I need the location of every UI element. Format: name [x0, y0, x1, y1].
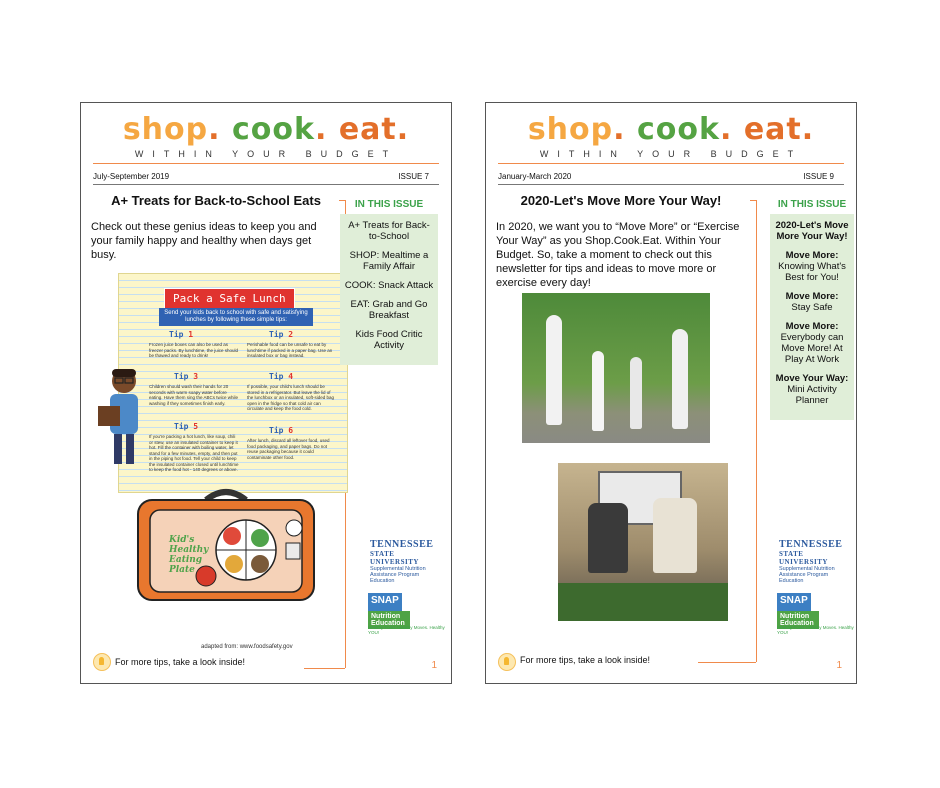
issue-divider [498, 184, 844, 185]
family-walking-photo [522, 293, 710, 443]
poster-title: Pack a Safe Lunch [164, 288, 295, 309]
lightbulb-icon [93, 653, 111, 671]
tip-1-text: Frozen juice boxes can also be used as freezer packs. By lunchtime, the juice should be thawed and ready to drink! [149, 342, 239, 358]
in-this-issue-sidebar [770, 199, 854, 420]
sidebar-item: Move More: Everybody can Move More! At Play At Work [780, 321, 844, 365]
tip-6-label: Tip 6 [269, 426, 294, 435]
page-number: 1 [836, 660, 842, 671]
newsletter-page-issue-7 [80, 102, 452, 684]
snap-tagline: Healthy Food. Healthy Moves. Healthy YOU! [368, 625, 445, 635]
tsu-logo: TENNESSEE STATE UNIVERSITY Supplemental Nutrition Assistance Program Education [779, 539, 843, 584]
brand-tagline: WITHIN YOUR BUDGET [539, 149, 803, 159]
source-note: adapted from: www.foodsafety.gov [201, 644, 293, 650]
sidebar-item: Move Your Way: Mini Activity Planner [775, 373, 849, 406]
connector-line [698, 662, 756, 663]
pack-safe-lunch-poster [118, 273, 348, 493]
poster-subtitle: Send your kids back to school with safe and satisfying lunches by following these simple tips: [159, 308, 313, 326]
tip-1-label: Tip 1 [169, 330, 194, 339]
brand-logo: shop. cook. eat. [527, 112, 815, 147]
tip-6-text: After lunch, discard all leftover food, used food packaging, and paper bags. Do not reuse packaging because it could contaminate other food. [247, 438, 330, 460]
sidebar-item: SHOP: Mealtime a Family Affair [349, 250, 429, 272]
sidebar-item: Kids Food Critic Activity [355, 329, 423, 351]
snap-logo: SNAPNutrition Education [777, 593, 851, 611]
sidebar-item: COOK: Snack Attack [344, 280, 434, 291]
sidebar-item: Move More: Stay Safe [785, 291, 839, 313]
snap-tagline: Healthy Food. Healthy Moves. Healthy YOU! [777, 625, 854, 635]
tip-4-text: If possible, your child's lunch should be stored in a refrigerator. But leave the lid of the lunchbox or an insulated, soft-sided bag open in the fridge so that cold air can circulate and keep the food cold. [247, 384, 335, 411]
seniors-exercising-photo [558, 463, 728, 621]
newsletter-page-issue-9 [485, 102, 857, 684]
intro-text: Check out these genius ideas to keep you and your family happy and healthy when days get busy. [91, 221, 317, 261]
brand-tagline: WITHIN YOUR BUDGET [134, 149, 398, 159]
sidebar-box [340, 214, 438, 365]
tip-2-text: Perishable food can be unsafe to eat by lunchtime if packed in a paper bag. Use an insulated box or bag instead. [247, 342, 333, 358]
header-divider [93, 163, 439, 164]
tip-5-text: If you're packing a hot lunch, like soup, chili or stew, use an insulated container to keep it hot. Fill the container with boiling water, let stand for a few minutes, empty, and then put in the piping hot food. Tell your child to keep the insulated container closed until lunchtime to keep the food hot - 140 degrees or above. [149, 434, 239, 472]
sidebar-title: IN THIS ISSUE [354, 199, 424, 210]
header-divider [498, 163, 844, 164]
tip-2-label: Tip 2 [269, 330, 294, 339]
brand-logo: shop. cook. eat. [122, 112, 410, 147]
lightbulb-icon [498, 653, 516, 671]
sidebar-item: Move More: Knowing What's Best for You! [778, 250, 846, 283]
snap-logo: SNAPNutrition Education [368, 593, 442, 611]
page-number: 1 [431, 660, 437, 671]
tsu-logo: TENNESSEE STATE UNIVERSITY Supplemental Nutrition Assistance Program Education [370, 539, 434, 584]
issue-divider [93, 184, 439, 185]
in-this-issue-sidebar [340, 199, 438, 365]
footer-text: For more tips, take a look inside! [520, 655, 651, 665]
footer-text: For more tips, take a look inside! [115, 657, 246, 667]
tip-3-label: Tip 3 [174, 372, 199, 381]
headline: A+ Treats for Back-to-School Eats [111, 193, 321, 208]
connector-line [304, 668, 345, 669]
sidebar-box [770, 214, 854, 420]
student-illustration [94, 361, 149, 471]
tip-3-text: Children should wash their hands for 20 seconds with warm soapy water before eating. Have them sing the ABCs twice while washing if they sometimes finish early. [149, 384, 239, 406]
tip-4-label: Tip 4 [269, 372, 294, 381]
issue-number: ISSUE 7 [398, 172, 429, 181]
connector-line [756, 200, 757, 662]
issue-number: ISSUE 9 [803, 172, 834, 181]
lunchbox-label: Kid's Healthy Eating Plate [169, 535, 209, 575]
sidebar-item: 2020-Let's Move More Your Way! [775, 220, 849, 242]
tip-5-label: Tip 5 [174, 422, 199, 431]
sidebar-item: EAT: Grab and Go Breakfast [350, 299, 428, 321]
headline: 2020-Let's Move More Your Way! [520, 193, 722, 208]
sidebar-title: IN THIS ISSUE [777, 199, 847, 210]
sidebar-item: A+ Treats for Back-to-School [348, 220, 430, 242]
issue-date: January-March 2020 [498, 172, 572, 181]
intro-text: In 2020, we want you to “Move More” or “Exercise Your Way” as you Shop.Cook.Eat. Within Your Budget. So, take a moment to check out this newsletter for tips and ideas to move more or exercise every day! [496, 221, 740, 289]
issue-date: July-September 2019 [93, 172, 170, 181]
lunchbox-illustration [136, 488, 316, 603]
